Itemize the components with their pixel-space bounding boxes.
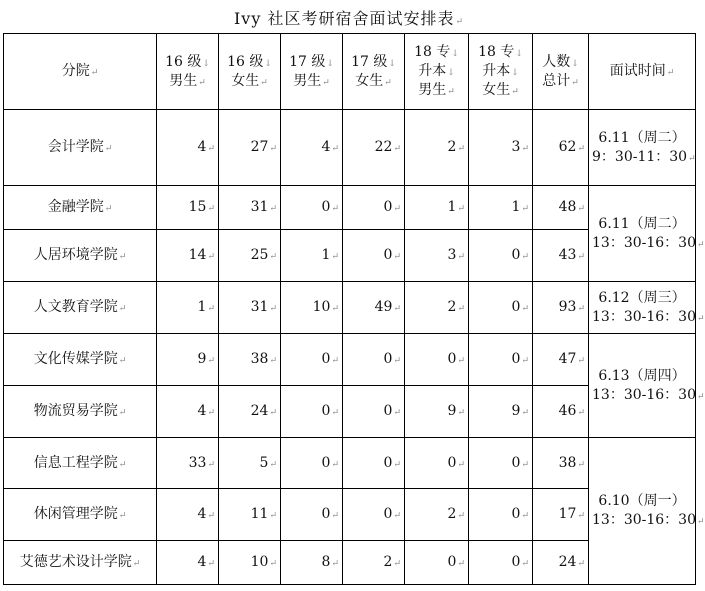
header-18-upgrade-male: 18 专↓ 升本↓ 男生↵ [405, 34, 469, 110]
header-17-female: 17 级↓ 女生↵ [343, 34, 405, 110]
value-cell: 0↵ [281, 386, 343, 438]
value-cell: 1↵ [157, 282, 219, 334]
value-cell: 0↵ [405, 334, 469, 386]
value-cell: 0↵ [343, 230, 405, 282]
value-cell: 0↵ [469, 541, 533, 585]
value-cell: 0↵ [469, 282, 533, 334]
value-cell: 1↵ [281, 230, 343, 282]
college-cell: 金融学院↵ [4, 186, 157, 230]
value-cell: 33↵ [157, 438, 219, 489]
value-cell: 10↵ [219, 541, 281, 585]
value-cell: 1↵ [405, 186, 469, 230]
header-total: 人数↓ 总计↵ [533, 34, 589, 110]
value-cell: 14↵ [157, 230, 219, 282]
college-cell: 信息工程学院↵ [4, 438, 157, 489]
interview-schedule-table [3, 33, 705, 585]
table-row [4, 438, 696, 489]
header-18-upgrade-female: 18 专↓ 升本↓ 女生↵ [469, 34, 533, 110]
value-cell: 0↵ [343, 386, 405, 438]
value-cell: 0↵ [343, 334, 405, 386]
value-cell: 0↵ [281, 186, 343, 230]
header-row [4, 34, 696, 110]
value-cell: 9↵ [157, 334, 219, 386]
total-cell: 62↵ [533, 110, 589, 186]
value-cell: 5↵ [219, 438, 281, 489]
header-17-male: 17 级↓ 男生↵ [281, 34, 343, 110]
value-cell: 0↵ [469, 334, 533, 386]
value-cell: 22↵ [343, 110, 405, 186]
total-cell: 38↵ [533, 438, 589, 489]
value-cell: 4↵ [157, 386, 219, 438]
value-cell: 4↵ [157, 110, 219, 186]
college-cell: 人居环境学院↵ [4, 230, 157, 282]
value-cell: 0↵ [343, 438, 405, 489]
total-cell: 47↵ [533, 334, 589, 386]
interview-time-cell: 6.12（周三） 13：30-16：30↵ [589, 282, 696, 334]
value-cell: 0↵ [343, 489, 405, 541]
value-cell: 1↵ [469, 186, 533, 230]
value-cell: 0↵ [405, 438, 469, 489]
college-cell: 艾德艺术设计学院↵ [4, 541, 157, 585]
table-row [4, 334, 696, 386]
interview-time-cell: 6.11（周二） 13：30-16：30↵ [589, 186, 696, 282]
total-cell: 48↵ [533, 186, 589, 230]
header-16-female: 16 级↓ 女生↵ [219, 34, 281, 110]
value-cell: 0↵ [469, 489, 533, 541]
total-cell: 24↵ [533, 541, 589, 585]
value-cell: 0↵ [343, 186, 405, 230]
value-cell: 31↵ [219, 186, 281, 230]
value-cell: 49↵ [343, 282, 405, 334]
value-cell: 2↵ [405, 282, 469, 334]
value-cell: 11↵ [219, 489, 281, 541]
table-row [4, 186, 696, 230]
value-cell: 9↵ [405, 386, 469, 438]
interview-time-cell: 6.13（周四） 13：30-16：30↵ [589, 334, 696, 438]
value-cell: 0↵ [469, 438, 533, 489]
college-cell: 会计学院↵ [4, 110, 157, 186]
value-cell: 8↵ [281, 541, 343, 585]
value-cell: 2↵ [405, 110, 469, 186]
value-cell: 3↵ [469, 110, 533, 186]
college-cell: 文化传媒学院↵ [4, 334, 157, 386]
college-cell: 休闲管理学院↵ [4, 489, 157, 541]
total-cell: 17↵ [533, 489, 589, 541]
table-row [4, 110, 696, 186]
value-cell: 4↵ [281, 110, 343, 186]
total-cell: 93↵ [533, 282, 589, 334]
value-cell: 0↵ [469, 230, 533, 282]
value-cell: 4↵ [157, 489, 219, 541]
college-cell: 物流贸易学院↵ [4, 386, 157, 438]
value-cell: 27↵ [219, 110, 281, 186]
table-row [4, 282, 696, 334]
value-cell: 38↵ [219, 334, 281, 386]
value-cell: 24↵ [219, 386, 281, 438]
header-interview-time: 面试时间↵ [589, 34, 696, 110]
value-cell: 10↵ [281, 282, 343, 334]
value-cell: 4↵ [157, 541, 219, 585]
interview-time-cell: 6.10（周一） 13：30-16：30↵ [589, 438, 696, 585]
total-cell: 46↵ [533, 386, 589, 438]
header-college: 分院↵ [4, 34, 157, 110]
value-cell: 0↵ [281, 334, 343, 386]
value-cell: 0↵ [281, 438, 343, 489]
value-cell: 0↵ [405, 541, 469, 585]
interview-time-cell: 6.11（周二） 9：30-11：30↵ [589, 110, 696, 186]
value-cell: 2↵ [405, 489, 469, 541]
value-cell: 2↵ [343, 541, 405, 585]
value-cell: 31↵ [219, 282, 281, 334]
value-cell: 0↵ [281, 489, 343, 541]
college-cell: 人文教育学院↵ [4, 282, 157, 334]
header-16-male: 16 级↓ 男生↵ [157, 34, 219, 110]
value-cell: 25↵ [219, 230, 281, 282]
value-cell: 3↵ [405, 230, 469, 282]
value-cell: 9↵ [469, 386, 533, 438]
value-cell: 15↵ [157, 186, 219, 230]
total-cell: 43↵ [533, 230, 589, 282]
page-title: Ivy 社区考研宿舍面试安排表↵ [233, 9, 465, 28]
